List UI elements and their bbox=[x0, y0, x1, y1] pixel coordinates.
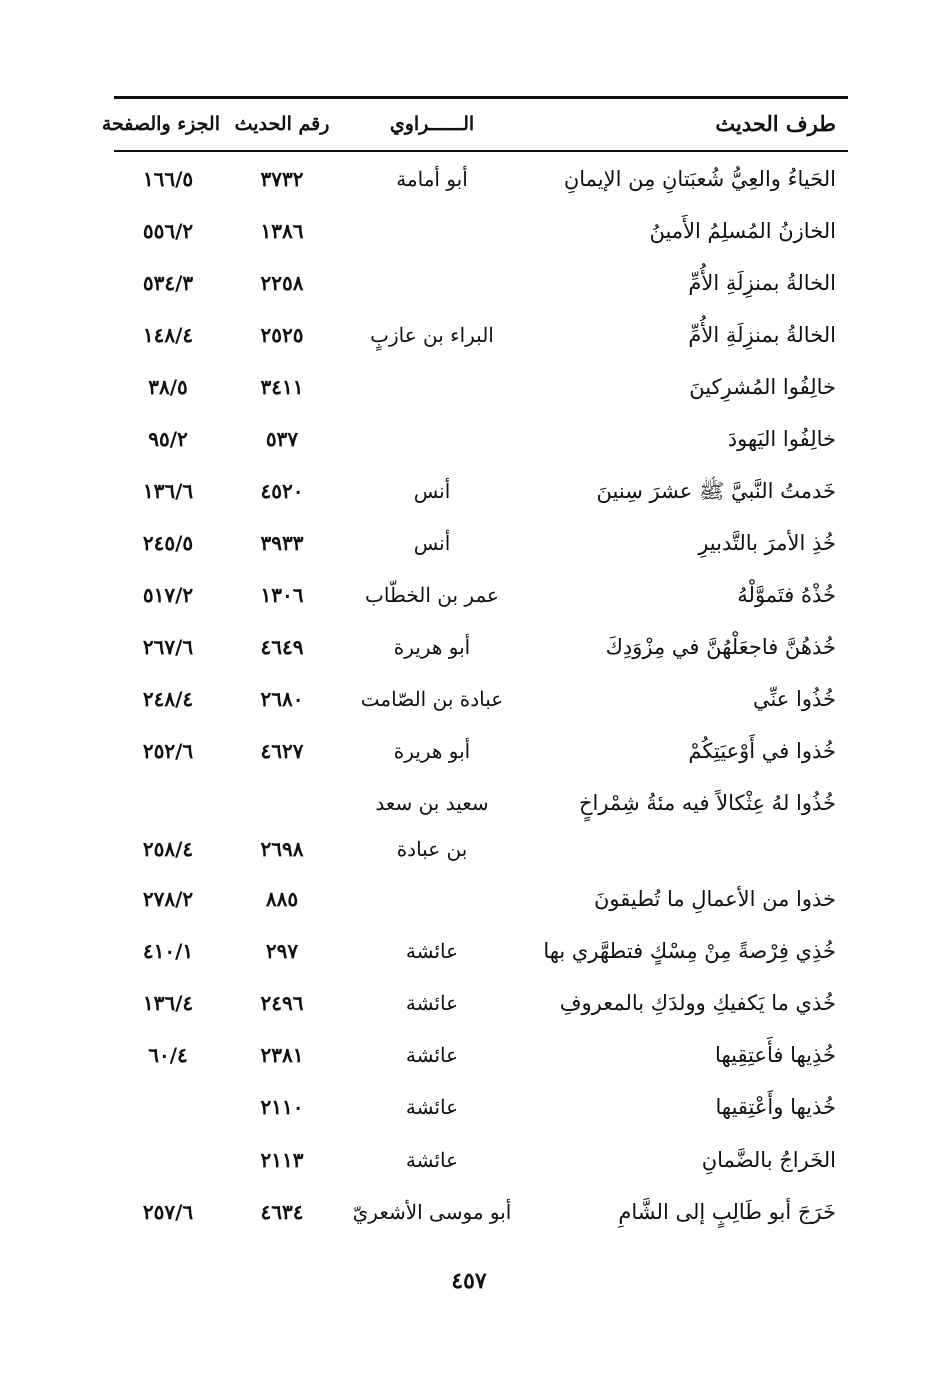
rawi-cell: سعيد بن سعد bbox=[375, 791, 489, 815]
header-rawi: الــــــراوي bbox=[389, 113, 475, 135]
volume-page-cell: ٢٥٨/٤ bbox=[142, 837, 194, 861]
number-cell: ٢٦٩٨ bbox=[260, 837, 304, 861]
hadith-cell: خُذِ الأمرَ بالتَّدبيرِ bbox=[698, 531, 836, 555]
volume-page-cell bbox=[116, 1087, 220, 1127]
volume-page-cell: ١٣٦/٦ bbox=[142, 479, 194, 503]
table-row bbox=[114, 983, 848, 1023]
table-row bbox=[114, 829, 848, 869]
table-row bbox=[114, 1140, 848, 1180]
hadith-cell: خَدمتُ النَّبيَّ ﷺ عشرَ سِنينَ bbox=[596, 479, 836, 503]
rawi-cell: بن عبادة bbox=[396, 837, 468, 861]
number-cell: ٢٤٩٦ bbox=[260, 991, 304, 1015]
volume-page-cell: ٢٥٢/٦ bbox=[142, 739, 194, 763]
rawi-cell: أبو هريرة bbox=[393, 739, 471, 763]
number-cell: ٤٦٢٧ bbox=[260, 739, 304, 763]
number-cell: ١٣٨٦ bbox=[260, 219, 304, 243]
hadith-cell: خذوا من الأعمالِ ما تُطيقونَ bbox=[593, 887, 836, 911]
volume-page-cell: ٥٣٤/٣ bbox=[142, 271, 194, 295]
table-row bbox=[114, 1087, 848, 1127]
rawi-cell: عائشة bbox=[405, 1148, 459, 1172]
rawi-cell: عائشة bbox=[405, 991, 459, 1015]
volume-page-cell: ٢٧٨/٢ bbox=[142, 887, 194, 911]
number-cell: ٤٦٣٤ bbox=[260, 1200, 304, 1224]
hadith-cell: خُذي ما يَكفيكِ وولدَكِ بالمعروفِ bbox=[559, 991, 836, 1015]
table-row bbox=[114, 1035, 848, 1075]
rawi-cell bbox=[342, 367, 522, 407]
rawi-cell bbox=[342, 879, 522, 919]
table-row bbox=[114, 471, 848, 511]
header-rule bbox=[114, 150, 848, 152]
rawi-cell: البراء بن عازبٍ bbox=[370, 323, 494, 347]
hadith-cell: الخَراجُ بالضَّمانِ bbox=[701, 1148, 836, 1172]
table-row bbox=[114, 263, 848, 303]
volume-page-cell: ٩٥/٢ bbox=[148, 427, 188, 451]
number-cell: ٢٣٨١ bbox=[260, 1043, 304, 1067]
table-header bbox=[101, 104, 848, 144]
table-row bbox=[114, 315, 848, 355]
number-cell: ٨٨٥ bbox=[265, 887, 299, 911]
rawi-cell: عائشة bbox=[405, 1043, 459, 1067]
rawi-cell: عائشة bbox=[405, 1095, 459, 1119]
rawi-cell bbox=[342, 419, 522, 459]
number-cell: ٣٧٣٢ bbox=[260, 167, 304, 191]
hadith-cell: الحَياءُ والعِيُّ شُعبَتانِ مِن الإيمانِ bbox=[563, 167, 836, 191]
volume-page-cell: ٢٥٧/٦ bbox=[142, 1200, 194, 1224]
rawi-cell: أنس bbox=[413, 531, 451, 555]
volume-page-cell: ٢٦٧/٦ bbox=[142, 635, 194, 659]
hadith-cell: خُذُوا لهُ عِثْكالاً فيه مئةُ شِمْراخٍ bbox=[578, 791, 836, 815]
number-cell: ٤٦٤٩ bbox=[260, 635, 304, 659]
table-row bbox=[114, 523, 848, 563]
table-row bbox=[114, 783, 848, 823]
number-cell: ١٣٠٦ bbox=[260, 583, 304, 607]
hadith-cell: خُذُوا عنِّي bbox=[752, 687, 836, 711]
number-cell: ٣٩٣٣ bbox=[260, 531, 304, 555]
table-row bbox=[114, 1192, 848, 1232]
volume-page-cell: ١٣٦/٤ bbox=[142, 991, 194, 1015]
number-cell: ٣٤١١ bbox=[260, 375, 304, 399]
volume-page-cell: ٥١٧/٢ bbox=[142, 583, 194, 607]
table-row bbox=[114, 367, 848, 407]
volume-page-cell: ١٦٦/٥ bbox=[142, 167, 194, 191]
page-number: ٤٥٧ bbox=[451, 1268, 487, 1294]
table-row bbox=[114, 931, 848, 971]
rawi-cell: عبادة بن الصّامت bbox=[360, 687, 504, 711]
hadith-cell: خالِفُوا المُشرِكينَ bbox=[689, 375, 836, 399]
number-cell: ٢٦٨٠ bbox=[260, 687, 304, 711]
rawi-cell: عائشة bbox=[405, 939, 459, 963]
table-row bbox=[114, 627, 848, 667]
volume-page-cell: ٦٠/٤ bbox=[148, 1043, 188, 1067]
rawi-cell bbox=[342, 263, 522, 303]
table-row bbox=[114, 159, 848, 199]
volume-page-cell: ٢٤٨/٤ bbox=[142, 687, 194, 711]
table-row bbox=[114, 211, 848, 251]
header-volume-page: الجزء والصفحة bbox=[101, 113, 220, 135]
top-rule bbox=[114, 96, 848, 99]
hadith-cell: خُذيها وأَعْتِقيها bbox=[715, 1095, 836, 1119]
table-row bbox=[114, 731, 848, 771]
rawi-cell: أبو أمامة bbox=[396, 167, 468, 191]
volume-page-cell: ١٤٨/٤ bbox=[142, 323, 194, 347]
rawi-cell: أبو موسى الأشعريّ bbox=[352, 1200, 512, 1224]
rawi-cell bbox=[342, 211, 522, 251]
hadith-cell: خالِفُوا اليَهودَ bbox=[727, 427, 836, 451]
rawi-cell: عمر بن الخطّاب bbox=[365, 583, 499, 607]
volume-page-cell: ٣٨/٥ bbox=[148, 375, 188, 399]
hadith-cell: الخالةُ بمنزِلَةِ الأُمِّ bbox=[688, 323, 836, 347]
hadith-cell: الخازنُ المُسلِمُ الأَمينُ bbox=[649, 219, 836, 243]
hadith-cell: خُذْهُ فتَموَّلْهُ bbox=[737, 583, 836, 607]
header-number: رقم الحديث bbox=[234, 113, 330, 135]
volume-page-cell: ٤١٠/١ bbox=[142, 939, 194, 963]
number-cell bbox=[230, 783, 334, 823]
hadith-cell bbox=[536, 829, 836, 869]
volume-page-cell bbox=[116, 1140, 220, 1180]
volume-page-cell: ٥٥٦/٢ bbox=[142, 219, 194, 243]
rawi-cell: أبو هريرة bbox=[393, 635, 471, 659]
number-cell: ٢١١٠ bbox=[260, 1095, 304, 1119]
table-row bbox=[114, 575, 848, 615]
hadith-cell: الخالةُ بمنزِلَةِ الأُمِّ bbox=[688, 271, 836, 295]
table-row bbox=[114, 879, 848, 919]
number-cell: ٢٢٥٨ bbox=[260, 271, 304, 295]
table-row bbox=[114, 419, 848, 459]
number-cell: ٤٥٢٠ bbox=[260, 479, 304, 503]
hadith-cell: خُذِيها فأَعتِقِيها bbox=[715, 1043, 836, 1067]
number-cell: ٥٣٧ bbox=[265, 427, 299, 451]
number-cell: ٢١١٣ bbox=[260, 1148, 304, 1172]
hadith-cell: خُذهُنَّ فاجعَلْهُنَّ في مِزْوَدِكَ bbox=[605, 635, 836, 659]
volume-page-cell: ٢٤٥/٥ bbox=[142, 531, 194, 555]
number-cell: ٢٥٢٥ bbox=[260, 323, 304, 347]
header-hadith: طرف الحديث bbox=[715, 111, 836, 136]
hadith-cell: خَرَجَ أبو طَالِبٍ إلى الشَّامِ bbox=[618, 1200, 836, 1224]
table-row bbox=[114, 679, 848, 719]
number-cell: ٢٩٧ bbox=[265, 939, 299, 963]
volume-page-cell bbox=[116, 783, 220, 823]
hadith-cell: خُذوا في أَوْعيَتِكُمْ bbox=[688, 739, 836, 763]
hadith-cell: خُذِي فِرْصةً مِنْ مِسْكٍ فتطهَّري بها bbox=[543, 939, 836, 963]
rawi-cell: أنس bbox=[413, 479, 451, 503]
